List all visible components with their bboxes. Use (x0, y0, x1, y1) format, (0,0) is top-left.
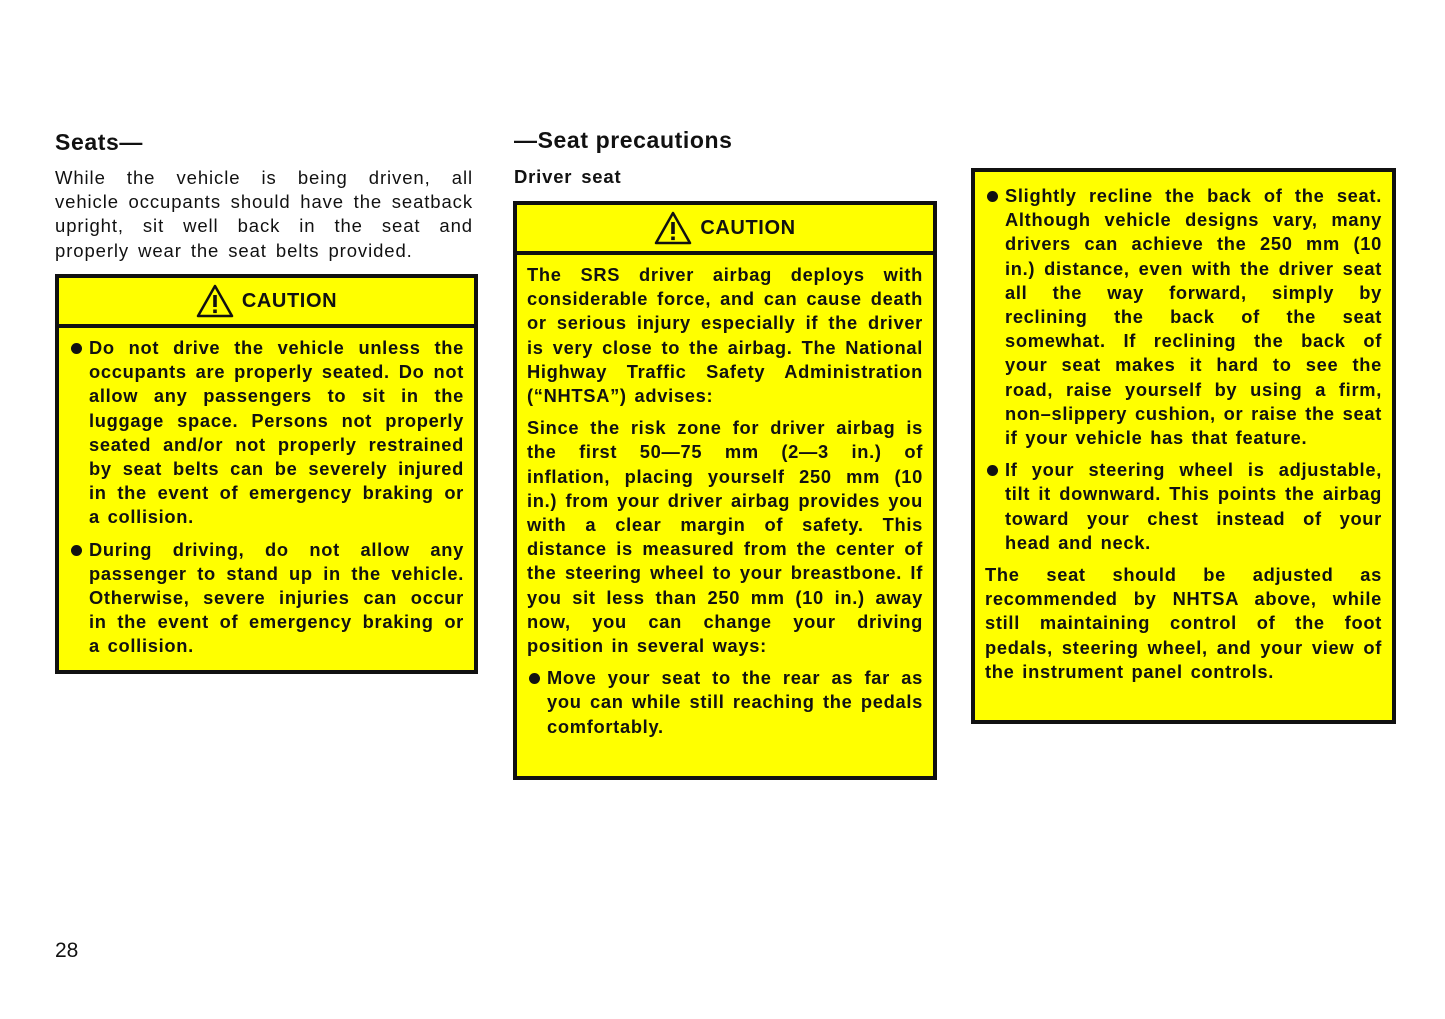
bullet-text: Move your seat to the rear as far as you can while still reaching the pedals comfortably. (547, 667, 923, 737)
caution-header (59, 278, 474, 328)
caution-body (975, 172, 1392, 684)
bullet-text: Slightly recline the back of the seat. Although vehicle designs vary, many drivers can achieve the 250 mm (10 in.) distance, even with the driver seat all the way forward, simply by reclining the back of the seat somewhat. If reclining the back of your seat makes it hard to see the road, raise yourself by using a firm, non–slippery cushion, or raise the seat if your vehicle has that feature. (1005, 185, 1382, 449)
bullet-text: Do not drive the vehicle unless the occupants are properly seated. Do not allow any passengers to sit in the luggage space. Persons not properly seated and/or not properly restrained by seat belts can be severely injured in the event of emergency braking or a collision. (89, 337, 464, 528)
page-number: 28 (55, 939, 79, 962)
caution-title: CAUTION (241, 289, 338, 312)
seats-heading: Seats— (55, 129, 143, 155)
caution-bullet (69, 538, 464, 659)
seats-caution-box (55, 274, 478, 674)
bullet-dot-icon (71, 343, 82, 354)
bullet-dot-icon (987, 465, 998, 476)
warning-triangle-icon (654, 211, 692, 245)
caution-bullet (985, 184, 1382, 450)
caution-title: CAUTION (700, 216, 796, 239)
caution-body (59, 328, 474, 659)
bullet-dot-icon (71, 545, 82, 556)
caution-paragraph: The SRS driver airbag deploys with considerable force, and can cause death or serious injury especially if the driver is very close to the airbag. The National Highway Traffic Safety Administration (“NHTSA”) advises: (527, 264, 923, 407)
seats-intro: While the vehicle is being driven, all vehicle occupants should have the seatback upright, sit well back in the seat and properly wear the seat belts provided. (55, 167, 473, 261)
warning-triangle-icon (196, 284, 234, 318)
bullet-dot-icon (529, 673, 540, 684)
caution-body (517, 255, 933, 739)
caution-bullet (527, 666, 923, 739)
driver-seat-subhead: Driver seat (514, 166, 622, 187)
caution-paragraph: Since the risk zone for driver airbag is the first 50—75 mm (2—3 in.) of inflation, placing yourself 250 mm (10 in.) from your driver airbag provides you with a clear margin of safety. This distance is measured from the center of the steering wheel to your breastbone. If you sit less than 250 mm (10 in.) away now, you can change your driving position in several ways: (527, 417, 923, 657)
closing-paragraph: The seat should be adjusted as recommended by NHTSA above, while still maintaining control of the foot pedals, steering wheel, and your view of the instrument panel controls. (985, 564, 1382, 682)
bullet-text: If your steering wheel is adjustable, tilt it downward. This points the airbag toward your chest instead of your head and neck. (1005, 459, 1382, 553)
bullet-dot-icon (987, 191, 998, 202)
bullet-text: During driving, do not allow any passenger to stand up in the vehicle. Otherwise, severe injuries can occur in the event of emergency braking or a collision. (89, 538, 464, 657)
caution-header (517, 205, 933, 255)
caution-bullet (69, 336, 464, 530)
driver-seat-caution-box (513, 201, 937, 780)
continued-caution-box (971, 168, 1396, 724)
seat-precautions-heading: —Seat precautions (514, 127, 733, 153)
caution-bullet (985, 458, 1382, 555)
